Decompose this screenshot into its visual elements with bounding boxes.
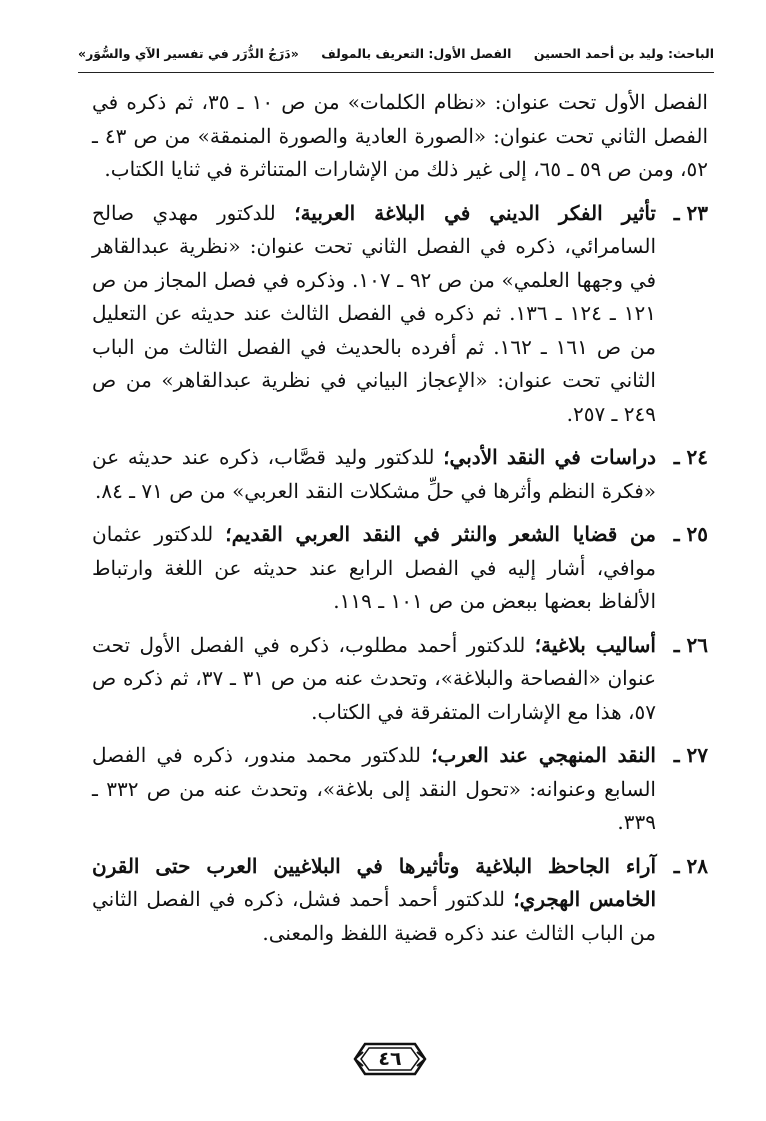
- entry-body: للدكتور محمد مندور، ذكره في الفصل السابع وعنوانه: «تحول النقد إلى بلاغة»، وتحدث عنه من ص ٣٣٢ ـ ٣٣٩.: [92, 743, 656, 834]
- page-footer: [353, 1040, 427, 1078]
- entry-number: ٢٥ ـ: [673, 522, 708, 546]
- header-researcher: الباحث: وليد بن أحمد الحسين: [533, 45, 714, 61]
- running-header: [78, 38, 714, 68]
- entry-title: النقد المنهجي عند العرب؛: [431, 743, 656, 767]
- entry-28: [92, 850, 708, 951]
- entry-25: [92, 518, 708, 619]
- entry-body: للدكتور وليد قصَّاب، ذكره عند حديثه عن «فكرة النظم وأثرها في حلِّ مشكلات النقد العربي» من ص ٧١ ـ ٨٤.: [92, 445, 656, 503]
- header-book-title: «دَرَجُ الدُّرَر في تفسير الآي والسُّوَر»: [78, 45, 299, 61]
- entry-number: ٢٨ ـ: [673, 853, 708, 878]
- entry-title: تأثير الفكر الديني في البلاغة العربية؛: [294, 200, 656, 225]
- entry-text: [92, 518, 656, 619]
- entry-26: [92, 629, 708, 730]
- entry-body: للدكتور مهدي صالح السامرائي، ذكره في الفصل الثاني تحت عنوان: «نظرية عبدالقاهر في وجهها العلمي» من ص ٩٢ ـ ١٠٧. وذكره في فصل المجاز من ص ١٢١ ـ ١٢٤ ـ ١٣٦. ثم ذكره في الفصل الثالث عند حديثه عن التعليل من ص ١٦١ ـ ١٦٢. ثم أفرده بالحديث في الفصل الثالث من الباب الثاني تحت عنوان: «الإعجاز البياني في نظرية عبدالقاهر» من ص ٢٤٩ ـ ٢٥٧.: [92, 200, 657, 426]
- entry-text: [92, 850, 656, 951]
- page-number: ٤٦: [378, 1048, 402, 1070]
- entry-title: أساليب بلاغية؛: [534, 632, 656, 657]
- entry-body: للدكتور أحمد أحمد فشل، ذكره في الفصل الثاني من الباب الثالث عند ذكره قضية اللفظ والمعنى.: [92, 887, 656, 945]
- header-divider: [78, 72, 714, 73]
- entry-number: ٢٦ ـ: [673, 632, 708, 657]
- entry-body: للدكتور عثمان موافي، أشار إليه في الفصل الرابع عند حديثه عن اللغة وارتباط الألفاظ بعضها ببعض من ص ١٠١ ـ ١١٩.: [92, 522, 656, 613]
- entry-24: [92, 441, 708, 508]
- entry-number: ٢٣ ـ: [673, 200, 708, 225]
- page-body: [92, 86, 708, 960]
- entry-text: [92, 441, 656, 508]
- entry-23: [92, 197, 708, 432]
- entry-text: [92, 629, 656, 730]
- entry-title: من قضايا الشعر والنثر في النقد العربي القديم؛: [225, 522, 656, 546]
- header-chapter: الفصل الأول: التعريف بالمولف: [321, 45, 512, 61]
- entry-text: [92, 197, 656, 432]
- entry-title: دراسات في النقد الأدبي؛: [443, 445, 656, 469]
- entry-text: [92, 739, 656, 840]
- entry-number: ٢٤ ـ: [673, 445, 708, 469]
- entry-27: [92, 739, 708, 840]
- entry-body: للدكتور أحمد مطلوب، ذكره في الفصل الأول تحت عنوان «الفصاحة والبلاغة»، وتحدث عنه من ص ٣١ ـ ٣٧، ثم ذكره ص ٥٧، هذا مع الإشارات المتفرقة في الكتاب.: [92, 632, 657, 724]
- entry-number: ٢٧ ـ: [673, 743, 708, 767]
- intro-paragraph: الفصل الأول تحت عنوان: «نظام الكلمات» من ص ١٠ ـ ٣٥، ثم ذكره في الفصل الثاني تحت عنوان: «الصورة العادية والصورة المنمقة» من ص ٤٣ ـ ٥٢، ومن ص ٥٩ ـ ٦٥، إلى غير ذلك من الإشارات المتناثرة في ثنايا الكتاب.: [92, 90, 708, 181]
- entry-title: آراء الجاحظ البلاغية وتأثيرها في البلاغيين العرب حتى القرن الخامس الهجري؛: [92, 853, 657, 911]
